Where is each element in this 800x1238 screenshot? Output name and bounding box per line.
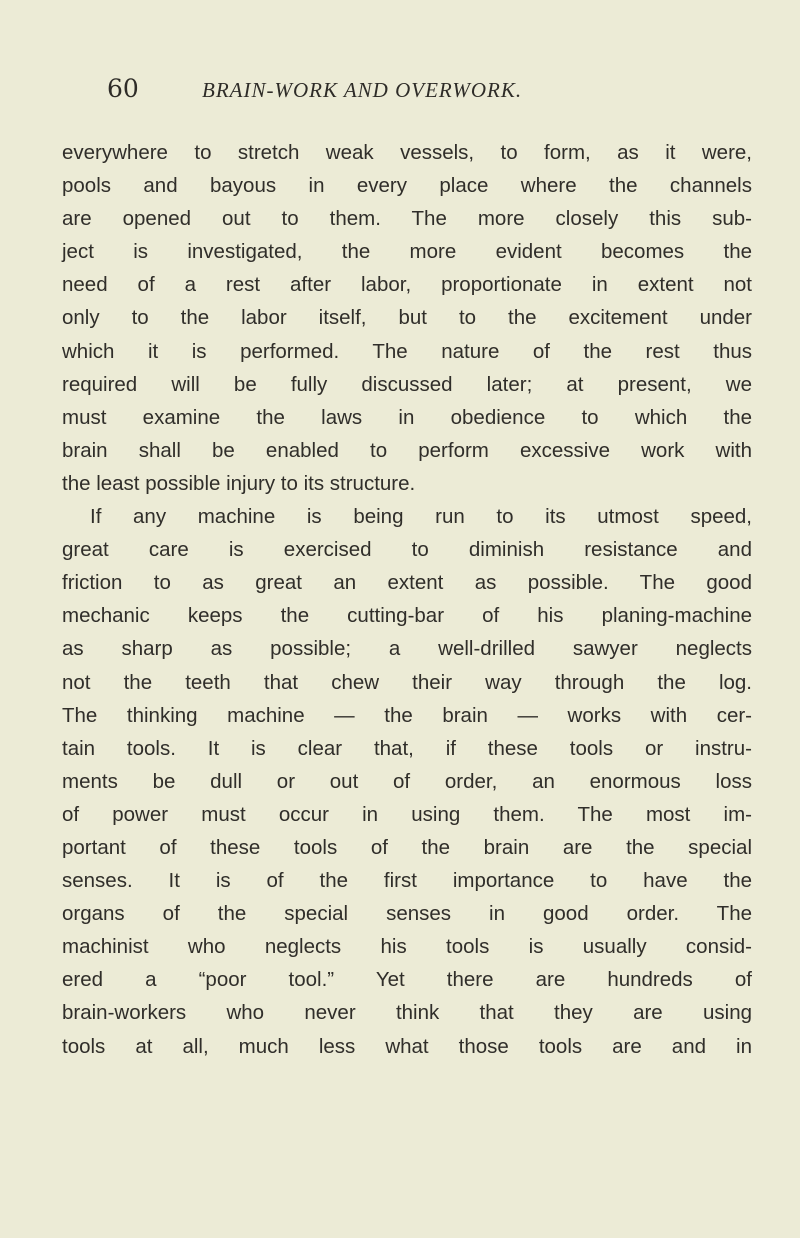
body-text	[62, 136, 752, 1063]
text-line: tools at all, much less what those tools are and in	[62, 1034, 752, 1058]
text-line: machinist who neglects his tools is usually consid-	[62, 935, 752, 959]
text-line: tain tools. It is clear that, if these tools or instru-	[62, 736, 752, 760]
text-line: need of a rest after labor, proportionate in extent not	[62, 273, 752, 297]
text-line: are opened out to them. The more closely this sub-	[62, 207, 752, 231]
running-head: BRAIN-WORK AND OVERWORK.	[202, 78, 523, 102]
text-line: great care is exercised to diminish resistance and	[62, 538, 752, 562]
text-line: organs of the special senses in good order. The	[62, 902, 752, 926]
text-line: of power must occur in using them. The most im-	[62, 802, 752, 826]
text-line: pools and bayous in every place where the channels	[62, 174, 752, 198]
page-number: 60	[107, 74, 139, 103]
text-line: friction to as great an extent as possible. The good	[62, 571, 752, 595]
text-line: which it is performed. The nature of the rest thus	[62, 339, 752, 363]
text-line: required will be fully discussed later; at present, we	[62, 372, 752, 396]
text-line: only to the labor itself, but to the excitement under	[62, 306, 752, 330]
text-line: mechanic keeps the cutting-bar of his planing-machine	[62, 604, 752, 628]
text-line: portant of these tools of the brain are the special	[62, 835, 752, 859]
text-line: brain-workers who never think that they are using	[62, 1001, 752, 1025]
text-line: everywhere to stretch weak vessels, to form, as it were,	[62, 141, 752, 164]
text-line: ject is investigated, the more evident becomes the	[62, 240, 752, 264]
text-line: senses. It is of the first importance to have the	[62, 869, 752, 893]
text-line: must examine the laws in obedience to which the	[62, 405, 752, 429]
text-line: The thinking machine — the brain — works with cer-	[62, 703, 752, 727]
text-line: ered a “poor tool.” Yet there are hundreds of	[62, 968, 752, 992]
text-line: as sharp as possible; a well-drilled sawyer neglects	[62, 637, 752, 661]
page-header	[107, 74, 707, 110]
text-line: ments be dull or out of order, an enormous loss	[62, 769, 752, 793]
text-line: not the teeth that chew their way through the log.	[62, 670, 752, 694]
text-line: brain shall be enabled to perform excessive work with	[62, 438, 752, 462]
text-line: the least possible injury to its structure.	[62, 471, 416, 495]
text-line: If any machine is being run to its utmost speed,	[90, 505, 752, 529]
